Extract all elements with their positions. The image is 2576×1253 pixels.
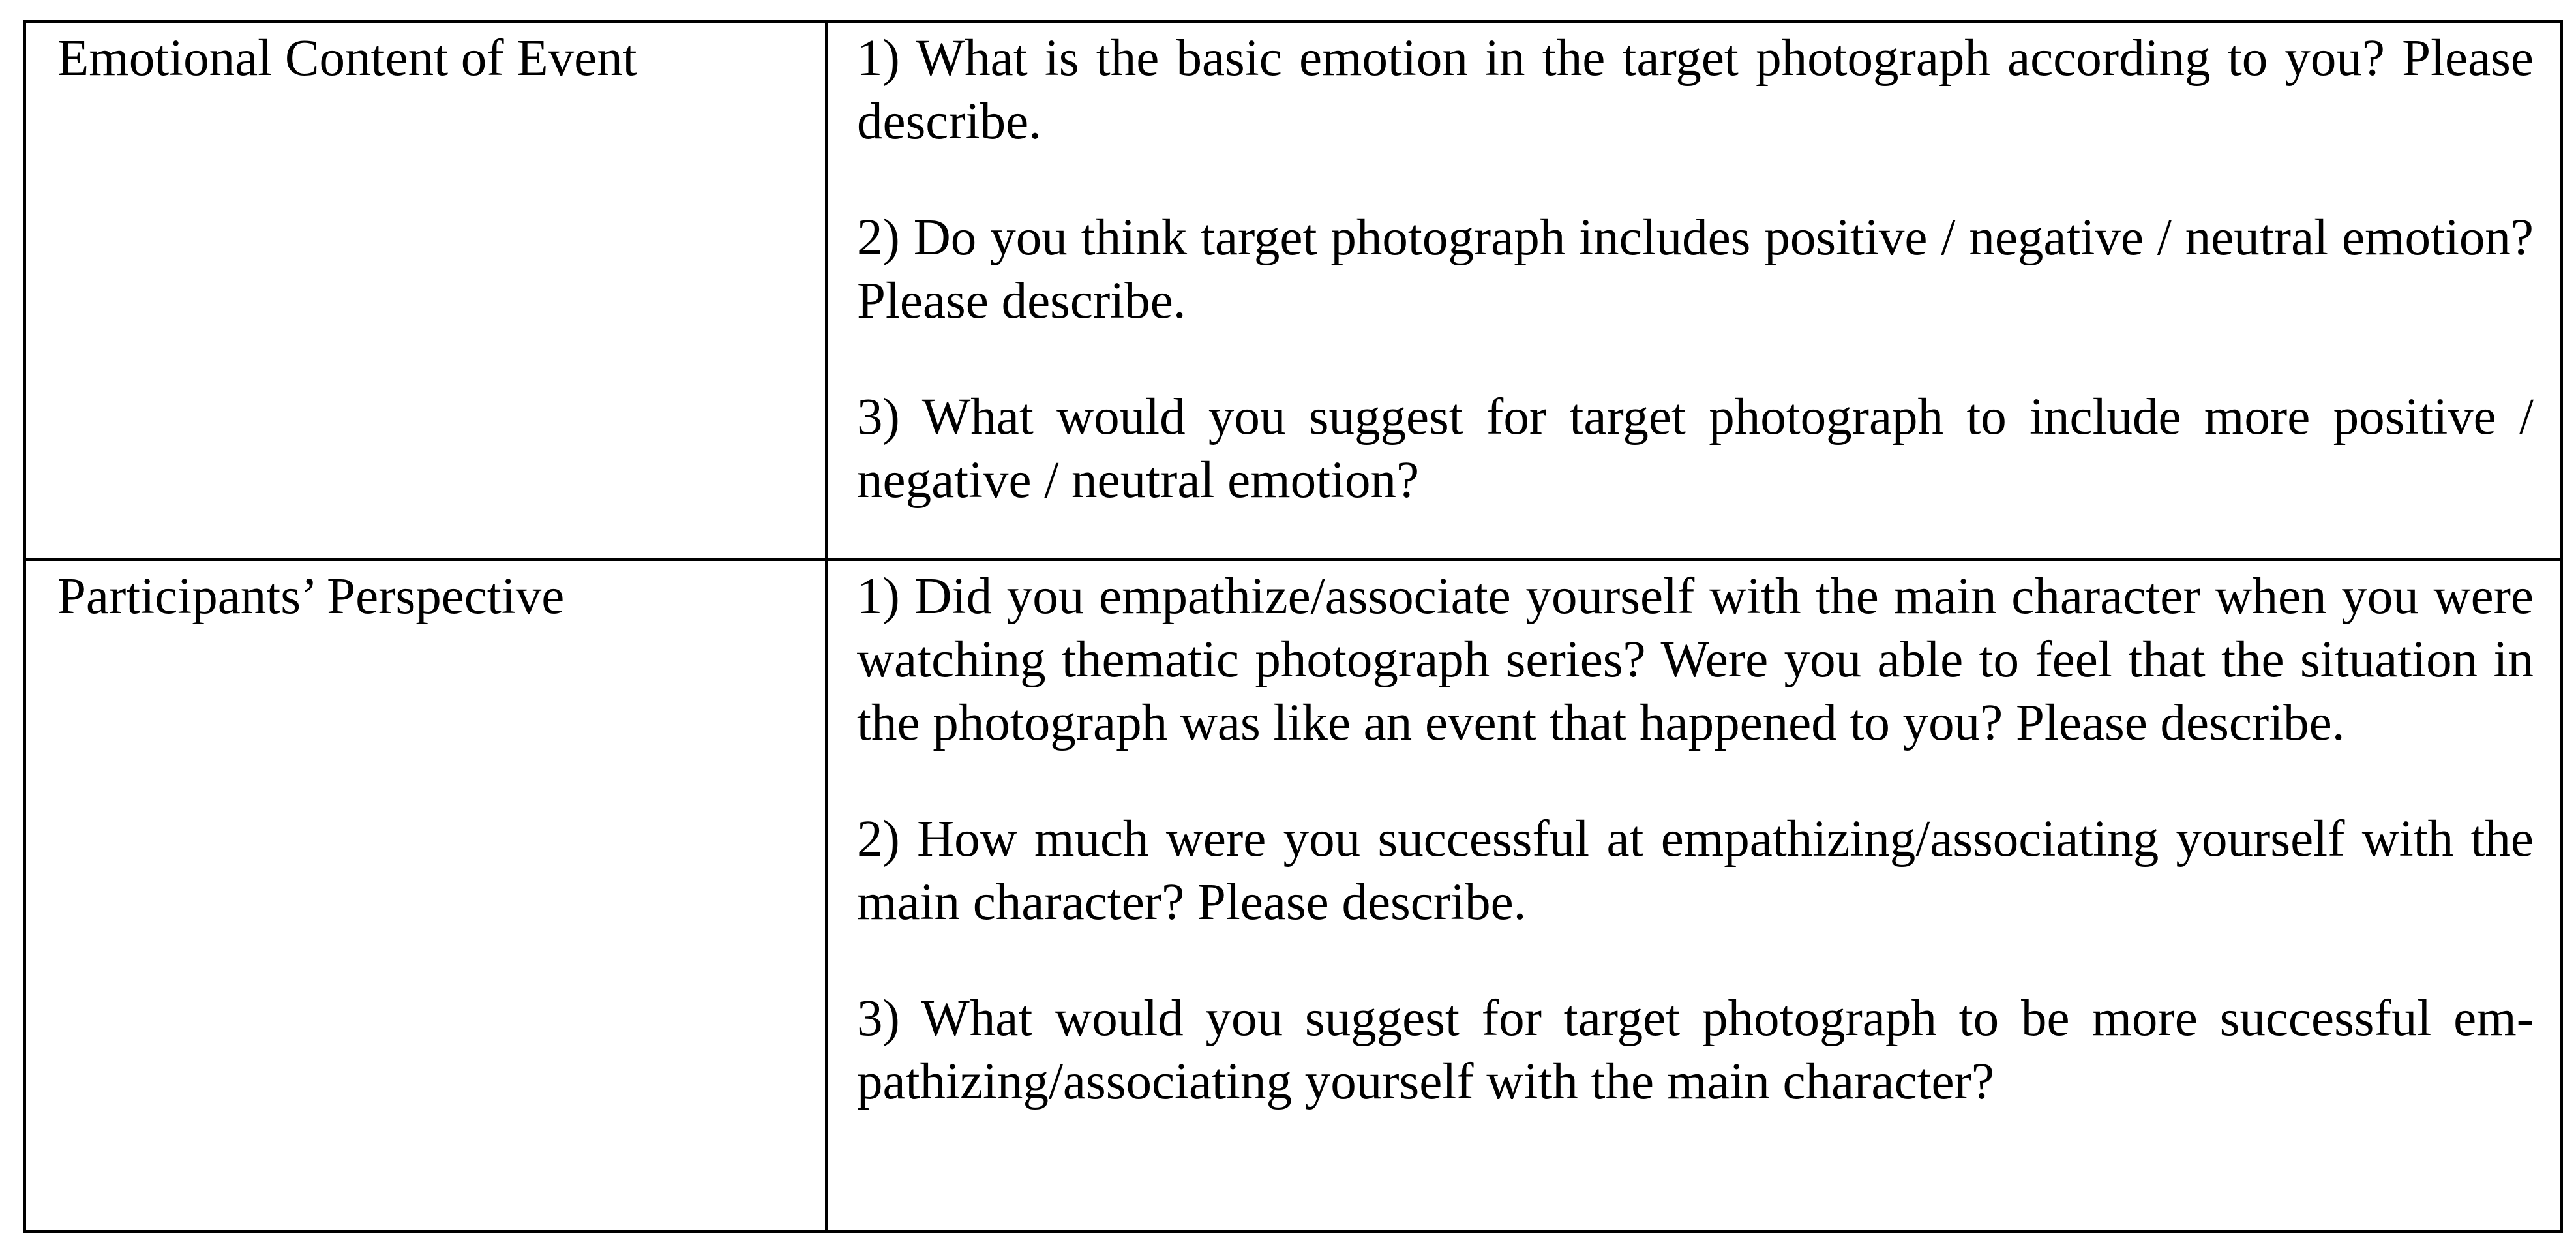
interview-questions-table (23, 20, 2563, 1233)
question-item: 3) What would you suggest for target photograph to include more positive / negative / neutral emotion? (857, 389, 2534, 509)
questions-cell (827, 22, 2562, 560)
table-row (25, 560, 2562, 1232)
question-item: 1) Did you empathize/associate yourself with the main character when you were watching thematic photograph series? Were you able to feel that the situation in the photograph was like an event that happened to you? Please describe. (857, 568, 2534, 751)
questions-cell (827, 560, 2562, 1232)
question-item: 2) Do you think target photograph includes positive / negative / neutral emotion? Please describe. (857, 209, 2534, 329)
row-label: Participants’ Perspective (57, 568, 565, 625)
row-label-cell (25, 560, 827, 1232)
question-item: 1) What is the basic emotion in the target photograph according to you? Please describe. (857, 30, 2534, 150)
row-label-cell (25, 22, 827, 560)
question-item: 2) How much were you successful at empathizing/associating yourself with the main character? Please describe. (857, 811, 2534, 931)
row-label: Emotional Content of Event (57, 30, 637, 87)
question-item: 3) What would you suggest for target photograph to be more successful empathizing/associating yourself with the main character? (857, 990, 2534, 1110)
table-row (25, 22, 2562, 560)
